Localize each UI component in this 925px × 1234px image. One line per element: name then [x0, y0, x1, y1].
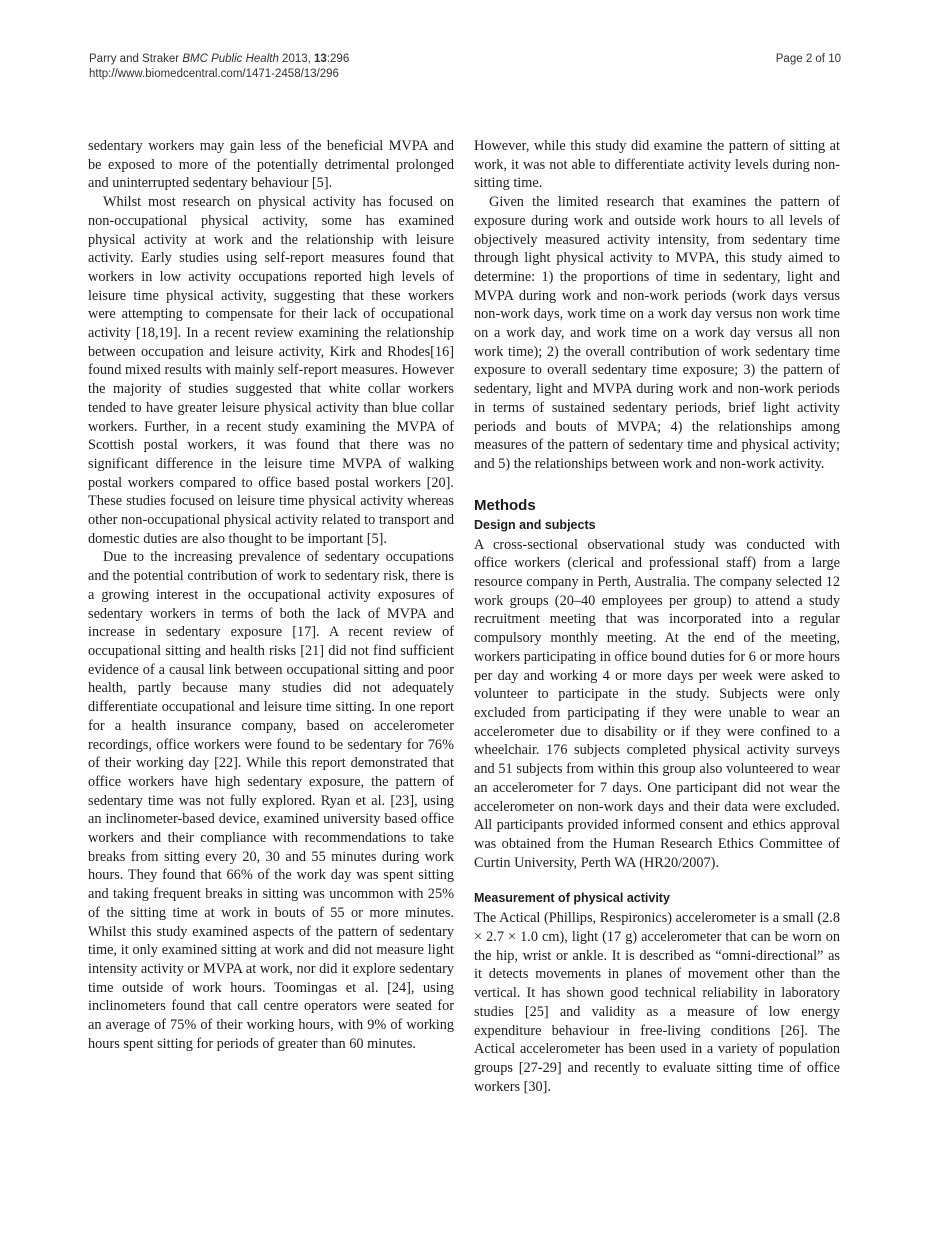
paragraph: The Actical (Phillips, Respironics) accelerometer is a small (2.8 × 2.7 × 1.0 cm), light (17 g) accelerometer that can be worn on the hip, wrist or ankle. It is described as “omni-directional” as it detects movements in planes of movement other than the vertical. It has shown good technical reliability in laboratory studies [25] and validity as a measure of low energy expenditure behaviour in free-living conditions [26]. The Actical accelerometer has been used in a variety of population groups [27-29] and recently to evaluate sitting time of office workers [30].: [474, 910, 840, 1095]
article-number: :296: [326, 53, 350, 65]
subsection-heading-design: Design and subjects: [474, 517, 596, 532]
authors: Parry and Straker: [89, 53, 180, 65]
paragraph: sedentary workers may gain less of the beneficial MVPA and be exposed to more of the potentially detrimental prolonged and uninterrupted sedentary behaviour [5].: [88, 138, 454, 192]
subsection-heading-measurement: Measurement of physical activity: [474, 891, 670, 906]
paragraph: A cross-sectional observational study was conducted with office workers (clerical and professional staff) from a large resource company in Perth, Australia. The company selected 12 work groups (20–40 employees per group) to attend a study recruitment meeting that was incorporated into a regular compulsory monthly meeting. At the end of the meeting, workers participating in office bound duties for 6 or more hours per day and working 4 or more days per week were asked to volunteer to participate in the study. Subjects were only excluded from participating if they were unable to wear an accelerometer due to disability or if they were confined to a wheelchair. 176 subjects completed physical activity surveys and 51 subjects from within this group also volunteered to wear an accelerometer for 7 days. One participant did not wear the accelerometer on non-work days and their data were excluded. All participants provided informed consent and ethics approval was obtained from the Human Research Ethics Committee of Curtin University, Perth WA (HR20/2007).: [474, 536, 840, 871]
year: 2013,: [282, 53, 311, 65]
citation-block: [89, 52, 349, 82]
journal-name: BMC Public Health: [182, 53, 279, 65]
paragraph: Whilst most research on physical activity has focused on non-occupational physical activity, some has examined physical activity at work and the relationship with leisure activity. Early studies using self-report measures found that workers in low activity occupations reported high levels of leisure time physical activity, suggesting that these workers were attempting to compensate for their lack of occupational activity [18,19]. In a recent review examining the relationship between occupation and leisure activity, Kirk and Rhodes[16] found mixed results with mainly self-report measures. However the majority of studies suggested that white collar workers tended to have greater leisure physical activity than blue collar workers. Further, in a recent study examining the MVPA of Scottish postal workers, it was found that there was no significant difference in the leisure time MVPA of walking postal workers compared to office based postal workers [20]. These studies focused on leisure time physical activity whereas other non-occupational physical activity related to transport and domestic duties are also thought to be important [5].: [88, 194, 454, 547]
article-url[interactable]: http://www.biomedcentral.com/1471-2458/13/296: [89, 68, 339, 80]
paragraph: However, while this study did examine the pattern of sitting at work, it was not able to differentiate activity levels during non-sitting time.: [474, 138, 840, 192]
right-column: [474, 137, 840, 1096]
paragraph: Given the limited research that examines the pattern of exposure during work and outside work hours to all levels of objectively measured activity intensity, from sedentary time through light physical activity to MVPA, this study aimed to determine: 1) the proportions of time in sedentary, light and MVPA during work and non-work periods (work days versus non-work days, work time on a work day versus non work time on a work day, and work time on a work day versus all non work time); 2) the overall contribution of work sedentary time exposure to overall sedentary time exposure; 3) the pattern of sedentary, light and MVPA during work and non-work periods in terms of sustained sedentary periods, brief light activity periods and bouts of MVPA; 4) the relationships among measures of the pattern of sedentary time and physical activity; and 5) the relationships between work and non-work activity.: [474, 194, 840, 472]
volume: 13: [314, 53, 327, 65]
paragraph: Due to the increasing prevalence of sedentary occupations and the potential contribution of work to sedentary risk, there is a growing interest in the occupational activity exposures of sedentary workers in terms of both the lack of MVPA and increase in sedentary exposure [17]. A recent review of occupational sitting and health risks [21] did not find sufficient evidence of a causal link between occupational sitting and poor health, partly because many studies did not adequately differentiate occupational and leisure time sitting. In one report for a health insurance company, based on accelerometer recordings, office workers were found to be sedentary for 76% of their working day [22]. While this report demonstrated that office workers have high sedentary exposure, the pattern of sedentary time was not fully explored. Ryan et al. [23], using an inclinometer-based device, examined university based office workers and their compliance with recommendations to take breaks from sitting every 20, 30 and 55 minutes during work hours. They found that 66% of the work day was spent sitting and taking frequent breaks in sitting was uncommon with 25% of the sitting time at work in bouts of 55 or more minutes. Whilst this study examined aspects of the pattern of sedentary time, it only examined sitting at work and did not measure light intensity activity or MVPA at work, nor did it explore sedentary time outside of work hours. Toomingas et al. [24], using inclinometers found that call centre operators were seated for an average of 75% of their working hours, with 9% of working hours spent sitting for periods of greater than 60 minutes.: [88, 549, 454, 1052]
citation-line: [89, 52, 349, 67]
page-number: Page 2 of 10: [775, 53, 841, 65]
left-column: [88, 137, 454, 1053]
section-heading-methods: Methods: [474, 496, 536, 514]
